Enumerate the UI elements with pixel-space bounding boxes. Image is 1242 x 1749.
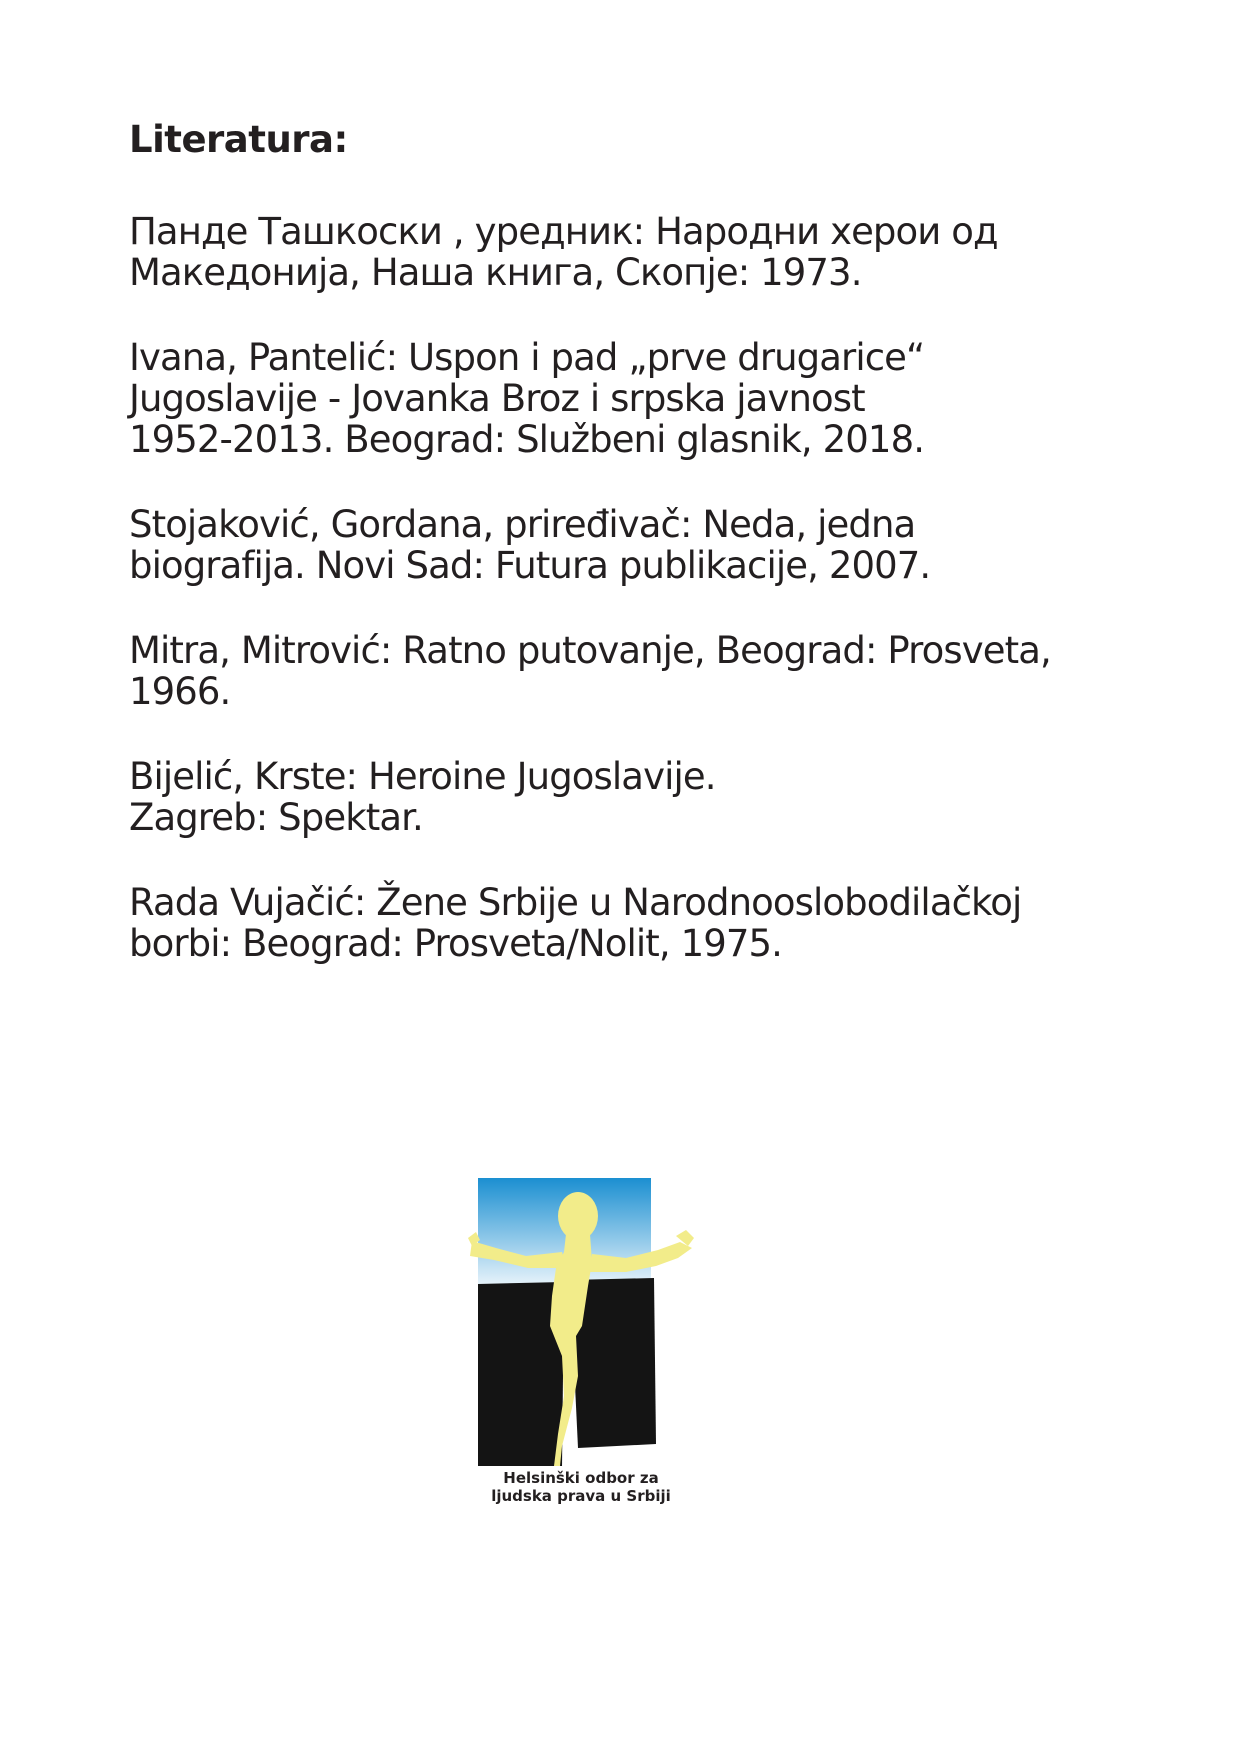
page-heading: Literatura: <box>129 118 348 161</box>
reference-item: Ivana, Pantelić: Uspon i pad „prve drugarice“ Jugoslavije - Jovanka Broz i srpska javnost 1952-2013. Beograd: Službeni glasnik, 2018. <box>129 336 925 461</box>
reference-item: Mitra, Mitrović: Ratno putovanje, Beograd: Prosveta, 1966. <box>129 629 1051 713</box>
reference-list <box>129 211 1129 1008</box>
logo-caption: Helsinški odbor za ljudska prava u Srbiji <box>491 1469 671 1505</box>
reference-item: Bijelić, Krste: Heroine Jugoslavije. Zagreb: Spektar. <box>129 755 716 839</box>
figure-breaking-wall-icon <box>466 1176 696 1466</box>
reference-item: Rada Vujačić: Žene Srbije u Narodnooslobodilačkoj borbi: Beograd: Prosveta/Nolit, 1975. <box>129 881 1022 965</box>
reference-item: Stojaković, Gordana, priređivač: Neda, jedna biografija. Novi Sad: Futura publikacije, 2007. <box>129 503 931 587</box>
reference-item: Панде Ташкоски , уредник: Народни херои од Македонија, Наша книга, Скопје: 1973. <box>129 210 998 294</box>
helsinki-committee-logo <box>466 1176 696 1521</box>
